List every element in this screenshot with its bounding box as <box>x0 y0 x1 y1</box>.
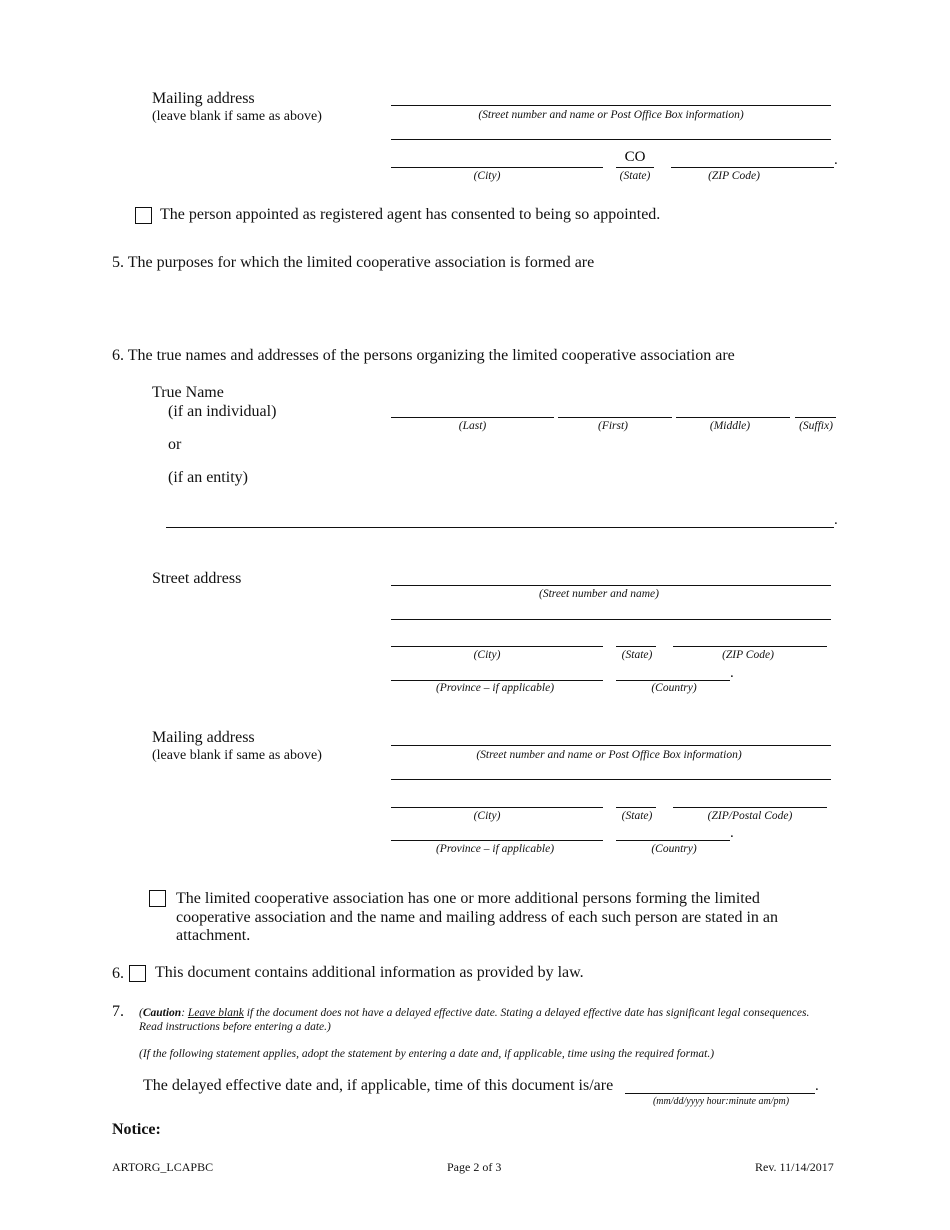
footer-revision: Rev. 11/14/2017 <box>755 1160 834 1174</box>
caution-leave-blank: Leave blank <box>187 1007 244 1019</box>
agent-mailing-label: Mailing address <box>152 90 255 107</box>
organizer-mailing-country-period: . <box>730 825 734 841</box>
delayed-date-caption: (mm/dd/yyyy hour:minute am/pm) <box>652 1096 790 1107</box>
organizer-mailing-city-input[interactable] <box>391 788 603 808</box>
agent-mailing-street-input[interactable] <box>391 86 831 106</box>
organizer-mailing-sublabel: (leave blank if same as above) <box>152 748 322 763</box>
first-name-input[interactable] <box>558 398 672 418</box>
organizer-mailing-zip-input[interactable] <box>673 788 827 808</box>
street-address-line2-input[interactable] <box>391 600 831 620</box>
organizer-mailing-street-input[interactable] <box>391 726 831 746</box>
section-7-instruction: (If the following statement applies, adopt the statement by entering a date and, if applicable, time using the required format.) <box>139 1048 715 1060</box>
street-country-caption: (Country) <box>651 682 697 694</box>
section-7-caution: (Caution: Leave blank if the document does not have a delayed effective date. Stating a delayed effective date has significant legal consequences. Read instructions before entering a date.) <box>139 1007 810 1033</box>
organizer-mailing-state-caption: (State) <box>621 810 653 822</box>
additional-info-checkbox[interactable] <box>129 965 146 982</box>
street-city-input[interactable] <box>391 627 603 647</box>
entity-name-input[interactable] <box>166 508 834 528</box>
street-city-caption: (City) <box>473 649 501 661</box>
organizer-mailing-state-input[interactable] <box>616 788 656 808</box>
street-state-input[interactable] <box>616 627 656 647</box>
agent-mailing-city-input[interactable] <box>391 148 603 168</box>
true-name-label: True Name <box>152 384 224 401</box>
street-address-input[interactable] <box>391 566 831 586</box>
organizer-mailing-province-caption: (Province – if applicable) <box>435 843 555 855</box>
street-country-input[interactable] <box>616 661 730 681</box>
last-name-caption: (Last) <box>458 420 487 432</box>
middle-name-input[interactable] <box>676 398 790 418</box>
true-name-or-label: or <box>168 436 182 453</box>
street-zip-caption: (ZIP Code) <box>722 649 774 661</box>
caution-label: Caution <box>142 1007 182 1019</box>
street-address-label: Street address <box>152 570 242 587</box>
suffix-caption: (Suffix) <box>799 420 833 432</box>
middle-name-caption: (Middle) <box>709 420 751 432</box>
delayed-date-statement: The delayed effective date and, if applicable, time of this document is/are <box>143 1077 614 1094</box>
organizer-mailing-country-input[interactable] <box>616 821 730 841</box>
true-name-individual-label: (if an individual) <box>168 403 277 420</box>
street-state-caption: (State) <box>621 649 653 661</box>
additional-info-text: This document contains additional information as provided by law. <box>155 964 584 981</box>
organizer-mailing-label: Mailing address <box>152 729 255 746</box>
section-6-heading: 6. The true names and addresses of the persons organizing the limited cooperative association are <box>112 347 735 364</box>
first-name-caption: (First) <box>597 420 629 432</box>
additional-info-number: 6. <box>112 965 124 982</box>
entity-name-period: . <box>834 512 838 528</box>
organizer-mailing-street2-input[interactable] <box>391 760 831 780</box>
additional-persons-checkbox[interactable] <box>149 890 166 907</box>
street-address-caption: (Street number and name) <box>539 588 659 600</box>
organizer-mailing-street-caption: (Street number and name or Post Office Box information) <box>476 749 742 761</box>
agent-mailing-zip-input[interactable] <box>671 148 834 168</box>
agent-mailing-state-input[interactable] <box>616 148 654 168</box>
organizer-mailing-country-caption: (Country) <box>651 843 697 855</box>
organizer-mailing-zip-caption: (ZIP/Postal Code) <box>707 810 793 822</box>
agent-mailing-street-caption: (Street number and name or Post Office Box information) <box>478 109 744 121</box>
true-name-entity-label: (if an entity) <box>168 469 248 486</box>
organizer-mailing-city-caption: (City) <box>473 810 501 822</box>
additional-persons-text: The limited cooperative association has one or more additional persons forming the limited cooperative association and the name and mailing address of each such person are stated in an attachment. <box>176 890 778 944</box>
consent-checkbox[interactable] <box>135 207 152 224</box>
street-province-caption: (Province – if applicable) <box>435 682 555 694</box>
agent-mailing-street2-input[interactable] <box>391 120 831 140</box>
section-7-number: 7. <box>112 1003 124 1020</box>
agent-mailing-zip-caption: (ZIP Code) <box>708 170 760 182</box>
footer-page-number: Page 2 of 3 <box>447 1160 502 1174</box>
notice-label: Notice: <box>112 1121 161 1138</box>
last-name-input[interactable] <box>391 398 554 418</box>
agent-mailing-sublabel: (leave blank if same as above) <box>152 109 322 124</box>
agent-mailing-period: . <box>834 152 838 168</box>
street-country-period: . <box>730 665 734 681</box>
section-5-heading: 5. The purposes for which the limited cooperative association is formed are <box>112 254 595 271</box>
agent-mailing-state-caption: (State) <box>619 170 651 182</box>
delayed-date-period: . <box>815 1078 819 1094</box>
agent-mailing-city-caption: (City) <box>473 170 501 182</box>
caution-text: if the document does not have a delayed effective date. Stating a delayed effective date has significant legal consequences. Read instructions before entering a date.) <box>139 1007 810 1033</box>
organizer-mailing-province-input[interactable] <box>391 821 603 841</box>
street-zip-input[interactable] <box>673 627 827 647</box>
consent-text: The person appointed as registered agent has consented to being so appointed. <box>160 206 661 223</box>
footer-form-id: ARTORG_LCAPBC <box>112 1160 214 1174</box>
suffix-input[interactable] <box>795 398 836 418</box>
delayed-date-input[interactable] <box>625 1074 815 1094</box>
street-province-input[interactable] <box>391 661 603 681</box>
